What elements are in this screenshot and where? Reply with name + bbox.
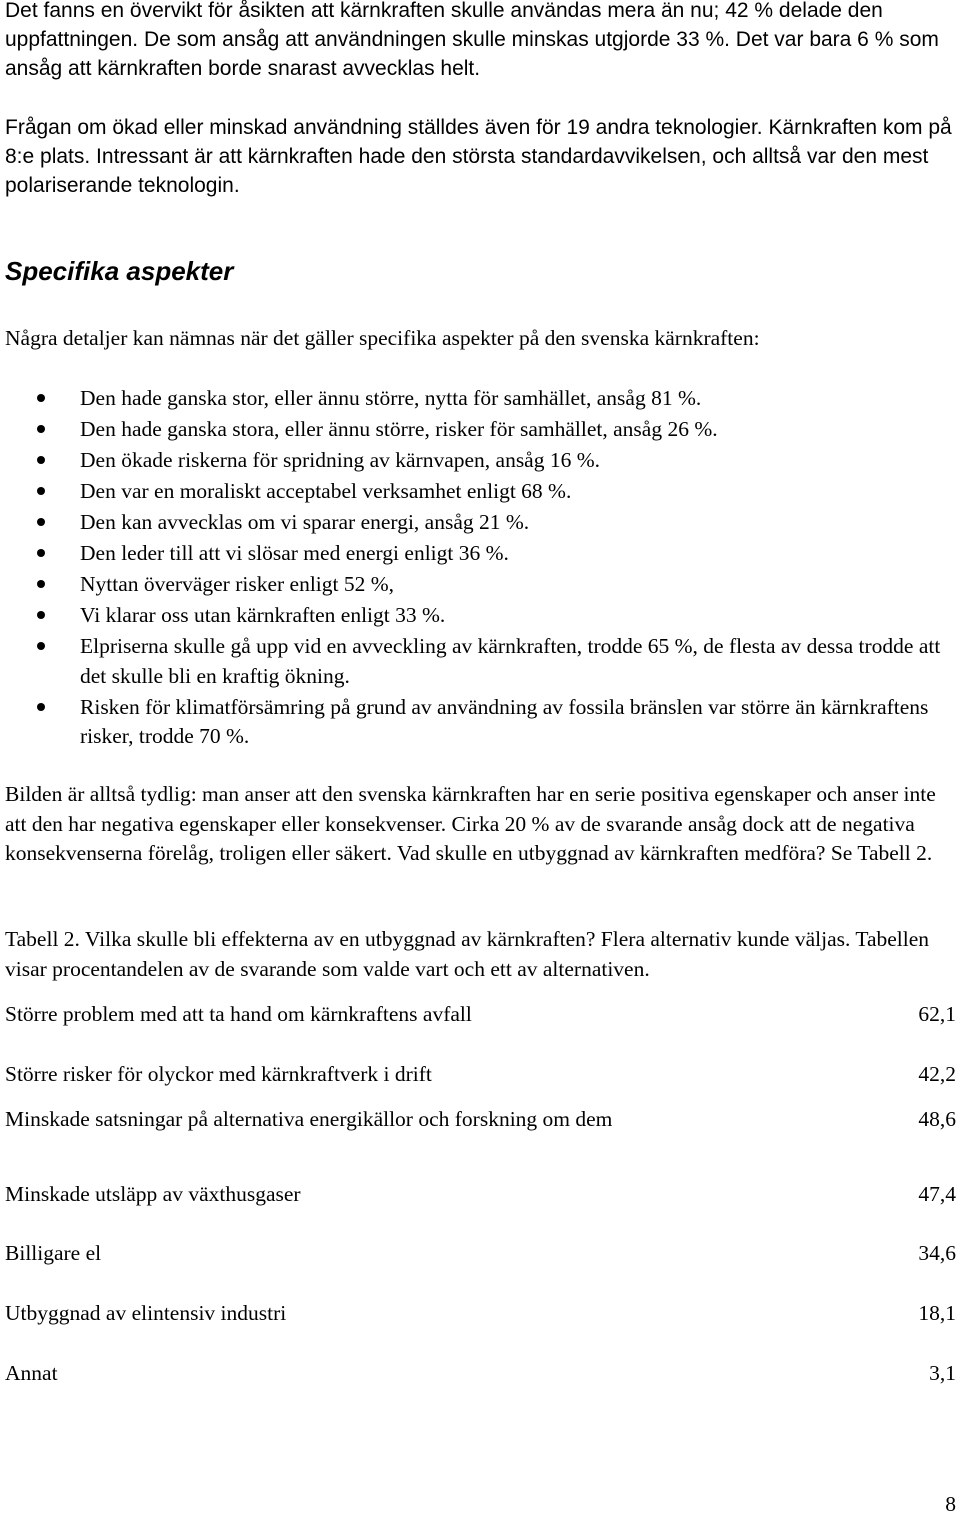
bullet-icon bbox=[37, 394, 45, 402]
table-row bbox=[5, 1060, 956, 1090]
row-label: Minskade satsningar på alternativa energikällor och forskning om dem bbox=[5, 1107, 613, 1131]
intro-paragraph-1 bbox=[5, 0, 956, 83]
list-item: Elpriserna skulle gå upp vid en avveckling av kärnkraften, trodde 65 %, de flesta av dessa trodde att det skulle bli en kraftig ökning. bbox=[5, 632, 956, 691]
bullet-icon bbox=[37, 425, 45, 433]
table-row bbox=[5, 1299, 956, 1329]
table-row bbox=[5, 1359, 956, 1389]
row-value: 48,6 bbox=[918, 1107, 956, 1131]
table-row bbox=[5, 1239, 956, 1269]
table-row bbox=[5, 1105, 956, 1135]
aspects-list bbox=[5, 384, 956, 753]
row-label: Minskade utsläpp av växthusgaser bbox=[5, 1182, 301, 1206]
list-item: Nyttan överväger risker enligt 52 %, bbox=[5, 570, 956, 600]
section-heading: Specifika aspekter bbox=[5, 256, 234, 286]
bullet-icon bbox=[37, 487, 45, 495]
row-value: 3,1 bbox=[929, 1361, 956, 1385]
bullet-icon bbox=[37, 703, 45, 711]
table-row bbox=[5, 1000, 956, 1030]
row-value: 34,6 bbox=[918, 1241, 956, 1265]
row-label: Billigare el bbox=[5, 1241, 102, 1265]
row-label: Annat bbox=[5, 1361, 58, 1385]
row-label: Större risker för olyckor med kärnkraftverk i drift bbox=[5, 1062, 432, 1086]
list-item: Den hade ganska stora, eller ännu större, risker för samhället, ansåg 26 %. bbox=[5, 415, 956, 445]
list-item: Den ökade riskerna för spridning av kärnvapen, ansåg 16 %. bbox=[5, 446, 956, 476]
bullet-icon bbox=[37, 611, 45, 619]
row-value: 62,1 bbox=[918, 1002, 956, 1026]
list-item: Risken för klimatförsämring på grund av användning av fossila bränslen var större än kärnkraftens risker, trodde 70 %. bbox=[5, 693, 956, 752]
table-row bbox=[5, 1180, 956, 1210]
section-intro: Några detaljer kan nämnas när det gäller specifika aspekter på den svenska kärnkraften: bbox=[5, 326, 760, 350]
list-item: Den var en moraliskt acceptabel verksamhet enligt 68 %. bbox=[5, 477, 956, 507]
bullet-icon bbox=[37, 549, 45, 557]
list-item: Den leder till att vi slösar med energi enligt 36 %. bbox=[5, 539, 956, 569]
bullet-icon bbox=[37, 518, 45, 526]
row-label: Större problem med att ta hand om kärnkraftens avfall bbox=[5, 1002, 472, 1026]
row-value: 42,2 bbox=[918, 1062, 956, 1086]
list-item: Den hade ganska stor, eller ännu större, nytta för samhället, ansåg 81 %. bbox=[5, 384, 956, 414]
row-value: 18,1 bbox=[918, 1301, 956, 1325]
intro-text-1: Det fanns en övervikt för åsikten att kärnkraften skulle användas mera än nu; 42 % delade den uppfattningen. De som ansåg att användningen skulle minskas utgjorde 33 %. Det var bara 6 % som ansåg att kärnkraften borde snarast avvecklas helt. bbox=[5, 0, 939, 80]
summary-paragraph: Bilden är alltså tydlig: man anser att den svenska kärnkraften har en serie positiva egenskaper och anser inte att den har negativa egenskaper eller konsekvenser. Cirka 20 % av de svarande ansåg dock att de negativa konsekvenserna förelåg, troligen eller säkert. Vad skulle en utbyggnad av kärnkraften medföra? Se Tabell 2. bbox=[5, 782, 936, 865]
table-caption: Tabell 2. Vilka skulle bli effekterna av en utbyggnad av kärnkraften? Flera alternativ kunde väljas. Tabellen visar procentandelen av de svarande som valde vart och ett av alternativen. bbox=[5, 927, 930, 981]
bullet-icon bbox=[37, 580, 45, 588]
list-item: Den kan avvecklas om vi sparar energi, ansåg 21 %. bbox=[5, 508, 956, 538]
bullet-icon bbox=[37, 456, 45, 464]
intro-paragraph-2 bbox=[5, 113, 956, 200]
page-number: 8 bbox=[945, 1492, 956, 1516]
list-item: Vi klarar oss utan kärnkraften enligt 33 %. bbox=[5, 601, 956, 631]
row-value: 47,4 bbox=[918, 1182, 956, 1206]
bullet-icon bbox=[37, 642, 45, 650]
row-label: Utbyggnad av elintensiv industri bbox=[5, 1301, 287, 1325]
intro-text-2: Frågan om ökad eller minskad användning ställdes även för 19 andra teknologier. Kärnkraften kom på 8:e plats. Intressant är att kärnkraften hade den största standardavvikelsen, och alltså var den mest polariserande teknologin. bbox=[5, 116, 952, 197]
